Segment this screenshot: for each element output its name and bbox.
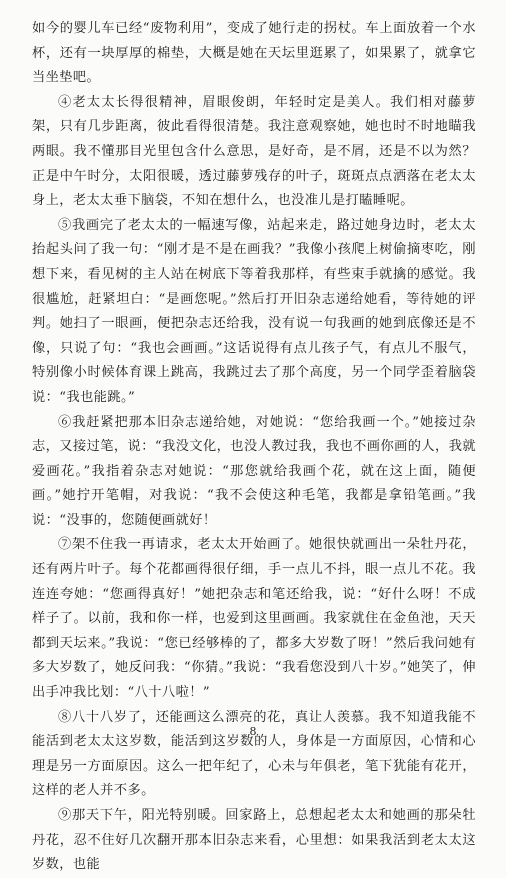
paragraph-7: ⑦架不住我一再请求，老太太开始画了。她很快就画出一朵牡丹花，还有两片叶子。每个花都画得很仔细，手一点儿不抖，眼一点儿不花。我连连夸她：“您画得真好！”她把杂志和笔还给我，说：“好什么呀！不成样子了。以前，我和你一样，也爱到这里画画。我家就住在金鱼池，天天都到天坛来。”我说：“您已经够棒的了，都多大岁数了呀！”然后我问她有多大岁数了，她反问我：“你猜。”我说：“我看您没到八十岁。”她笑了，伸出手冲我比划：“八十八啦！” — [32, 537, 476, 701]
paragraph-1: 如今的婴儿车已经“废物利用”，变成了她行走的拐杖。车上面放着一个水杯，还有一块厚厚的棉垫，大概是她在天坛里逛累了，如果累了，就拿它当坐垫吧。 — [32, 21, 476, 86]
page-number: 8 — [249, 725, 257, 738]
paragraph-8: ⑧八十八岁了，还能画这么漂亮的花，真让人羡慕。我不知道我能不能活到老太太这岁数，能活到这岁数的人，身体是一方面原因，心情和心理是另一方面原因。这么一把年纪了，心未与年俱老，笔下犹能有花开，这样的老人并不多。 — [32, 709, 476, 799]
paragraph-5: ⑤我画完了老太太的一幅速写像，站起来走，路过她身边时，老太太抬起头问了我一句：“刚才是不是在画我？”我像小孩爬上树偷摘枣吃，刚想下来，看见树的主人站在树底下等着我那样，有些束手就擒的感觉。我很尴尬，赶紧坦白：“是画您呢。”然后打开旧杂志递给她看，等待她的评判。她扫了一眼画，便把杂志还给我，没有说一句我画的她到底像还是不像，只说了句：“我也会画画。”这话说得有点儿孩子气，有点儿不服气，特别像小时候体育课上跳高，我跳过去了那个高度，另一个同学歪着脑袋说：“我也能跳。” — [32, 217, 476, 405]
paragraph-6: ⑥我赶紧把那本旧杂志递给她，对她说：“您给我画一个。”她接过杂志，又接过笔，说：“我没文化，也没人教过我，我也不画你画的人，我就爱画花。”我指着杂志对她说：“那您就给我画个花，就在这上面，随便画。”她拧开笔帽，对我说：“我不会使这种毛笔，我都是拿铅笔画。”我说：“没事的，您随便画就好！ — [32, 414, 476, 528]
paragraph-4: ④老太太长得很精神，眉眼俊朗，年轻时定是美人。我们相对藤萝架，只有几步距离，彼此看得很清楚。我注意观察她，她也时不时地瞄我两眼。我不懂那目光里包含什么意思，是好奇，是不屑，还是不以为然？正是中午时分，太阳很暖，透过藤萝残存的叶子，斑斑点点洒落在老太太身上，老太太垂下脑袋，不知在想什么，也没准儿是打瞌睡呢。 — [32, 94, 476, 209]
paragraph-9: ⑨那天下午，阳光特别暖。回家路上，总想起老太太和她画的那朵牡丹花，忍不住好几次翻开那本旧杂志来看，心里想：如果我活到老太太这岁数，也能 — [32, 808, 476, 873]
